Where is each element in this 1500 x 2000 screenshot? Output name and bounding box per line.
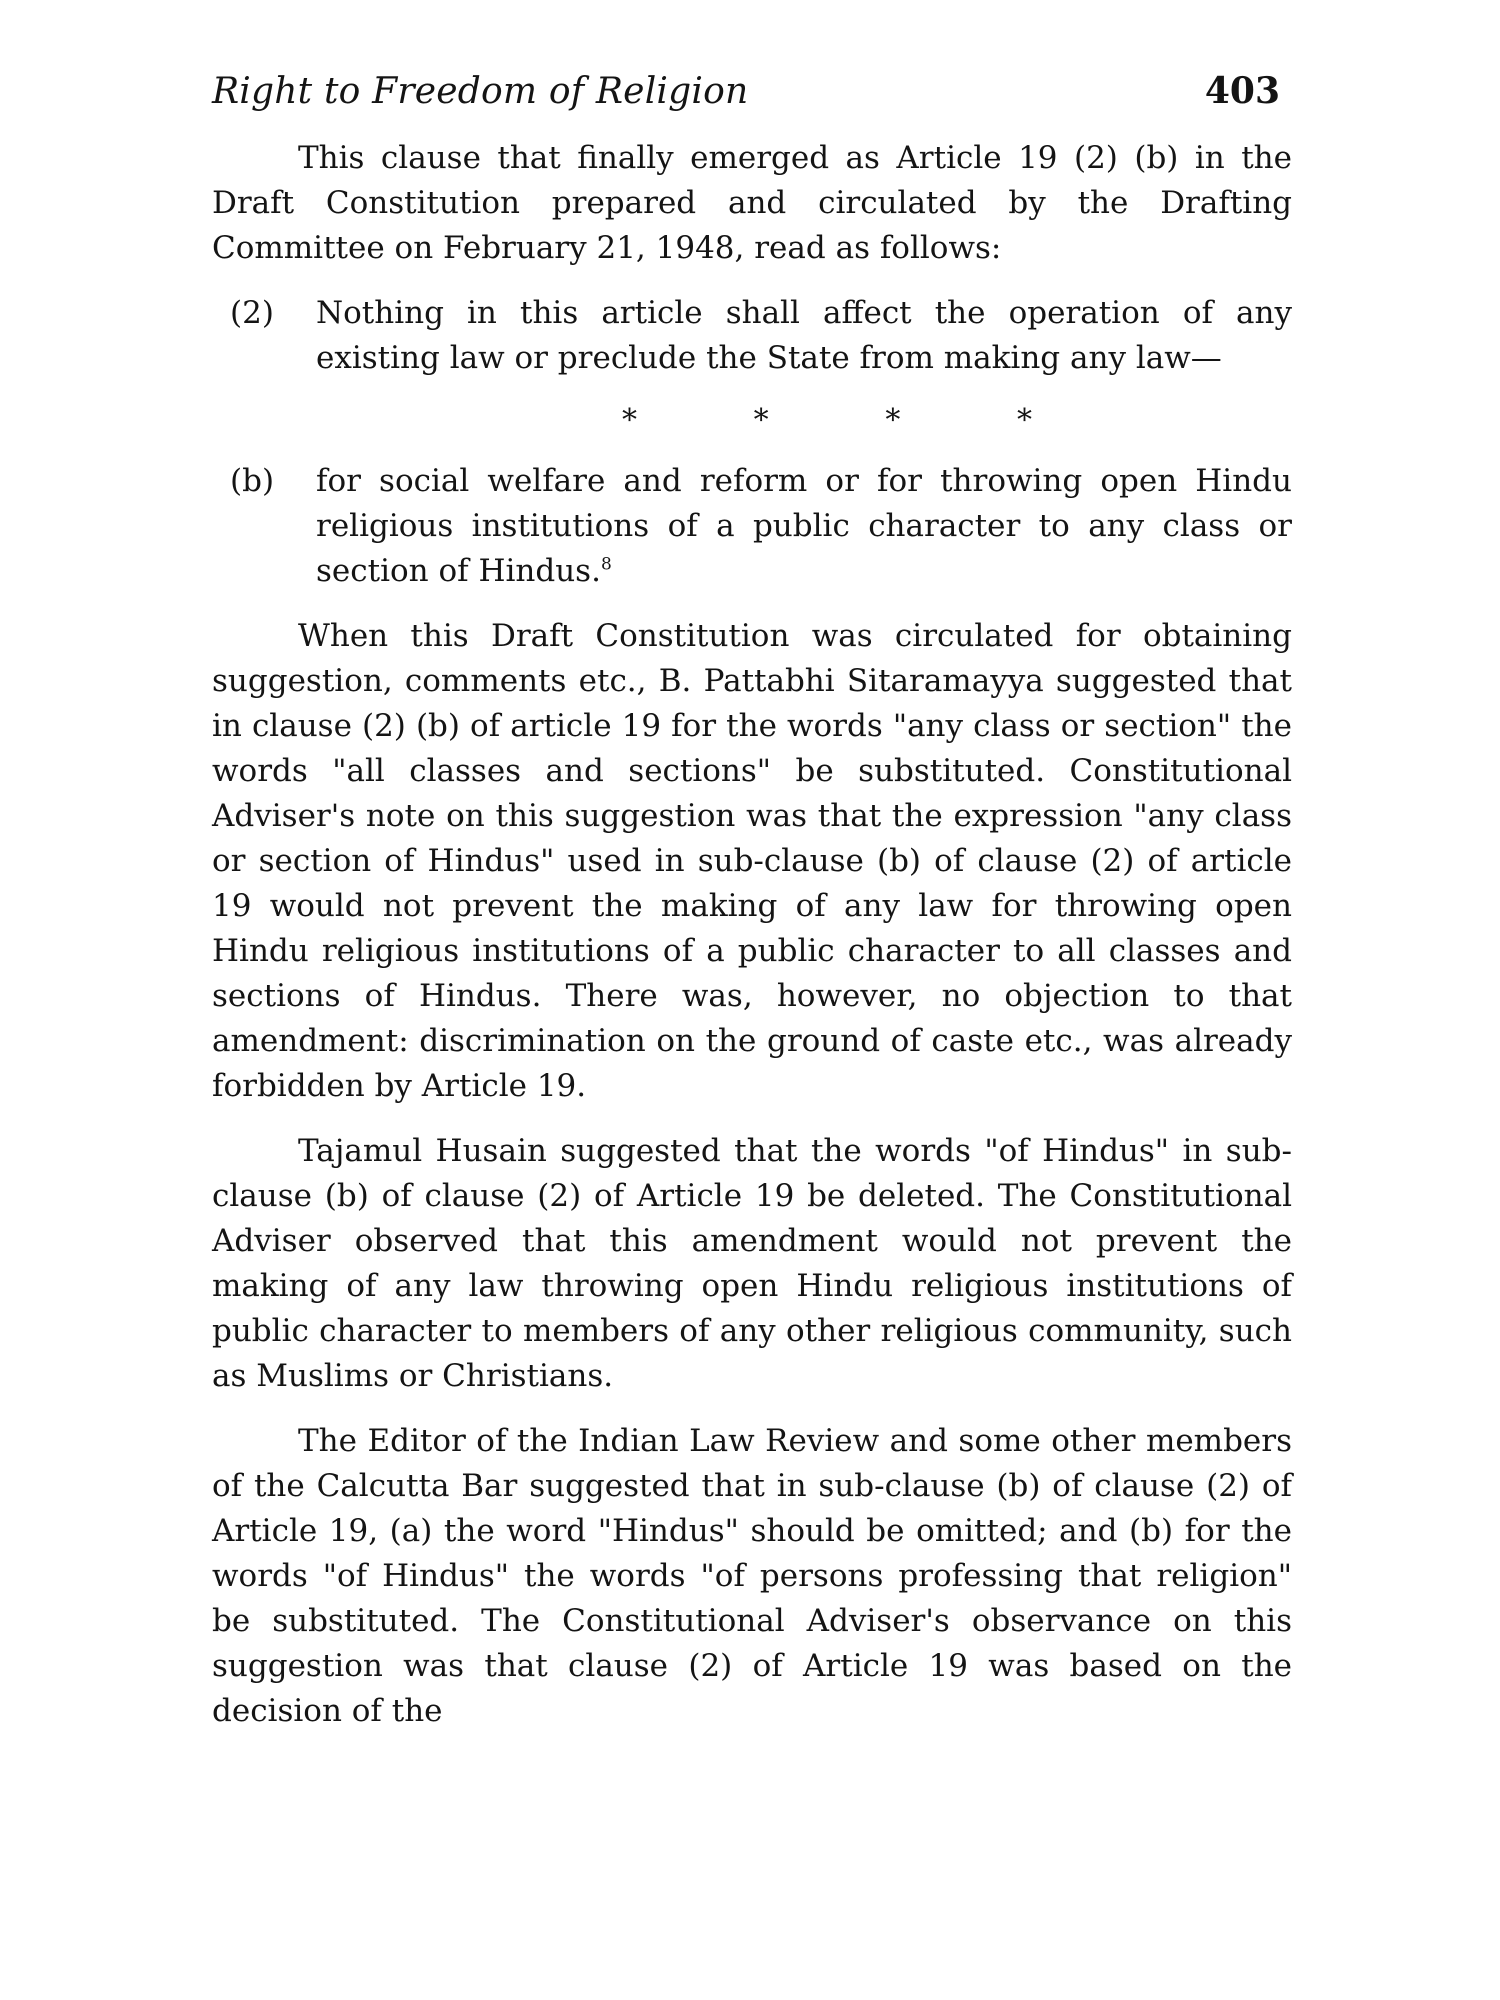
paragraph-tajamul-husain: Tajamul Husain suggested that the words "of Hindus" in sub-clause (b) of clause (2) of Article 19 be deleted. The Constitutional Adviser observed that this amendment would not prevent the making of any law throwing open Hindu religious institutions of public character to members of any other religious community, such as Muslims or Christians. [212, 1133, 1292, 1394]
clause-number: (b) [230, 463, 275, 499]
paragraph-sitaramayya: When this Draft Constitution was circulated for obtaining suggestion, comments etc., B. Pattabhi Sitaramayya suggested that in clause (2) (b) of article 19 for the words "any class or section" the words "all classes and sections" be substituted. Constitutional Adviser's note on this suggestion was that the expression "any class or section of Hindus" used in sub-clause (b) of clause (2) of article 19 would not prevent the making of any law for throwing open Hindu religious institutions of a public character to all classes and sections of Hindus. There was, however, no objection to that amendment: discrimination on the ground of caste etc., was already forbidden by Article 19. [212, 618, 1292, 1104]
clause-text [316, 459, 1292, 594]
quoted-clause-b [212, 459, 1292, 594]
omission-asterisks [622, 401, 1032, 441]
page-number: 403 [1204, 70, 1280, 112]
running-header [212, 70, 1292, 120]
running-title: Right to Freedom of Religion [212, 71, 749, 112]
paragraph-indian-law-review: The Editor of the Indian Law Review and some other members of the Calcutta Bar suggested that in sub-clause (b) of clause (2) of Article 19, (a) the word "Hindus" should be omitted; and (b) for the words "of Hindus" the words "of persons professing that religion" be substituted. The Constitutional Adviser's observance on this suggestion was that clause (2) of Article 19 was based on the decision of the [212, 1423, 1292, 1729]
asterisk: * [1016, 403, 1032, 438]
asterisk: * [622, 403, 637, 438]
asterisk: * [885, 403, 901, 438]
clause-text-body: for social welfare and reform or for throwing open Hindu religious institutions of a public character to any class or section of Hindus. [316, 463, 1292, 589]
book-page [212, 70, 1292, 1754]
footnote-ref: 8 [600, 554, 612, 575]
paragraph-intro: This clause that finally emerged as Article 19 (2) (b) in the Draft Constitution prepared and circulated by the Drafting Committee on February 21, 1948, read as follows: [212, 140, 1292, 266]
clause-text: Nothing in this article shall affect the operation of any existing law or preclude the State from making any law— [316, 295, 1292, 376]
quoted-clause-2 [212, 291, 1292, 381]
clause-number: (2) [230, 295, 274, 331]
asterisk: * [753, 403, 769, 438]
